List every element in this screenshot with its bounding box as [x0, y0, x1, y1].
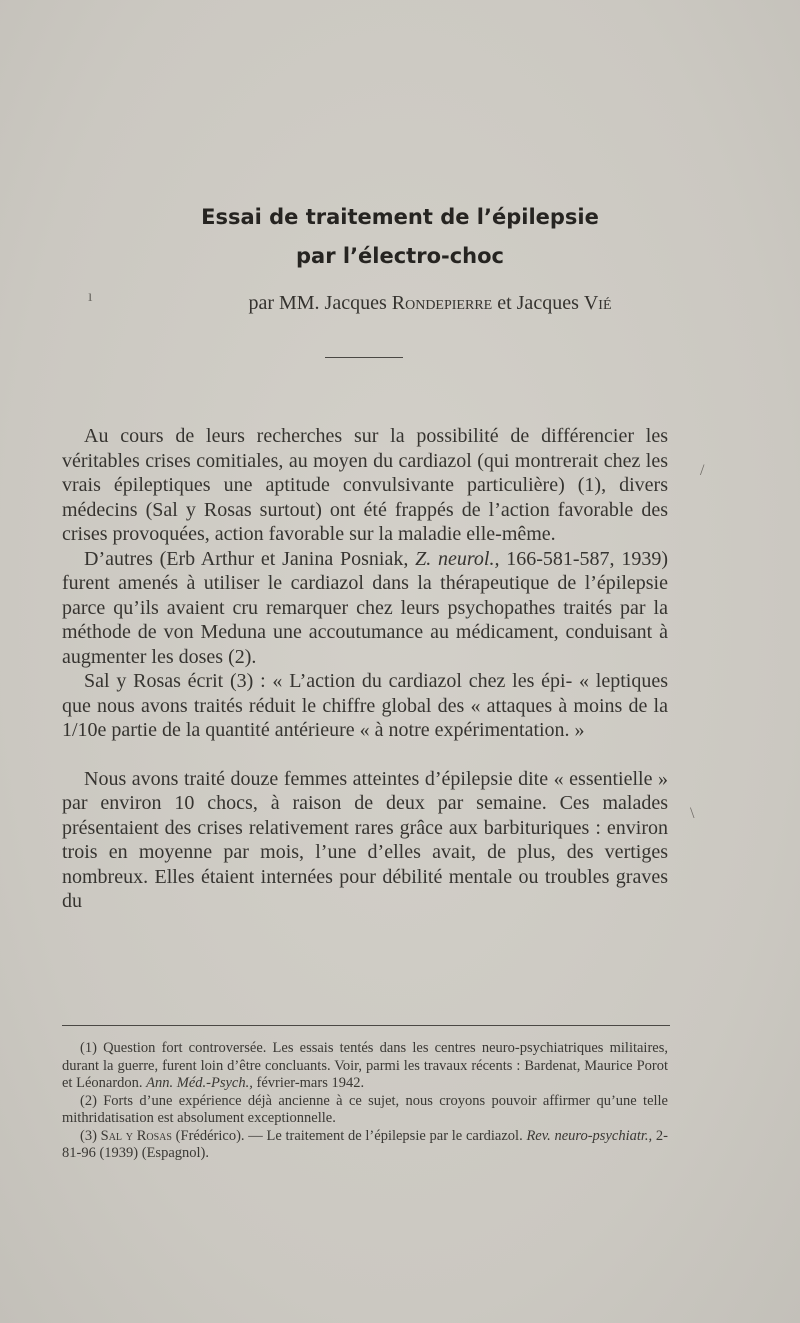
author-name-rondepierre: Rondepierre [391, 292, 493, 314]
footnote-1-text-b: février-mars 1942. [252, 1075, 365, 1091]
footnote-1-text-a: (1) Question fort controversée. Les essais tentés dans les centres neuro-psychiatriques militaires, durant la guerre, furent loin d’être concluants. Voir, parmi les travaux récents : Bardenat, Maurice Porot et Léonardon. [62, 1040, 668, 1091]
margin-mark: ı [88, 288, 93, 305]
author-line [60, 292, 800, 315]
footnote-2: (2) Forts d’une expérience déjà ancienne à ce sujet, nous croyons pouvoir affirmer qu’une telle mithridatisation est absolument exceptionnelle. [62, 1092, 668, 1126]
body-paragraph-4: Nous avons traité douze femmes atteintes d’épilepsie dite « essentielle » par environ 10 chocs, à raison de deux par semaine. Ces malades présentaient des crises relativement rares grâce aux barbituriques : environ trois en moyenne par mois, l’une d’elles avait, de plus, des vertiges nombreux. Elles étaient internées pour débilité mentale ou troubles graves du [62, 767, 668, 912]
author-conjunction: et Jacques [492, 292, 584, 314]
footnote-3-text-a: (Frédérico). — Le traitement de l’épilepsie par le cardiazol. [171, 1127, 527, 1144]
article-body [62, 424, 668, 914]
footnote-3-number: (3) [80, 1127, 101, 1144]
margin-mark: \ [690, 805, 695, 822]
margin-mark: / [700, 462, 705, 479]
author-name-vie: Vié [583, 292, 612, 314]
footnote-1 [62, 1040, 668, 1093]
footnote-3-journal: Rev. neuro-psychiatr., [526, 1127, 653, 1144]
journal-citation: Z. neurol., [415, 547, 500, 570]
footnotes [62, 1040, 668, 1163]
footnote-3-author: Sal y Rosas [100, 1127, 172, 1144]
body-paragraph-2 [62, 547, 668, 670]
footnote-separator-rule [62, 1025, 670, 1026]
author-prefix: par MM. Jacques [248, 292, 392, 314]
body-paragraph-3: Sal y Rosas écrit (3) : « L’action du cardiazol chez les épi- « leptiques que nous avons traités réduit le chiffre global des « attaques à moins de la 1/10e partie de la quantité antérieure « à notre expérimentation. » [62, 670, 668, 741]
article-title-line-2: par l’électro-choc [296, 244, 504, 268]
footnote-3-text-b: 2-81-96 (1939) (Espagnol). [62, 1127, 668, 1161]
body-paragraph-1: Au cours de leurs recherches sur la possibilité de différencier les véritables crises comitiales, au moyen du cardiazol (qui montrerait chez les vrais épileptiques une aptitude convulsivante particulière) (1), divers médecins (Sal y Rosas surtout) ont été frappés de l’action favorable des crises provoquées, action favorable sur la maladie elle-même. [62, 425, 668, 545]
footnote-1-journal: Ann. Méd.-Psych., [146, 1075, 253, 1091]
footnote-3 [62, 1128, 668, 1163]
paragraph-2-text-a: D’autres (Erb Arthur et Janina Posniak, [84, 547, 416, 570]
article-title-line-1: Essai de traitement de l’épilepsie [201, 205, 599, 229]
paragraph-2-text-b: 166-581-587, 1939) furent amenés à utiliser le cardiazol dans la thérapeutique de l’épilepsie parce qu’ils avaient cru remarquer chez leurs psychopathes traités par la méthode de von Meduna une accoutumance au médicament, conduisant à augmenter les doses (2). [62, 547, 668, 668]
title-separator-rule [325, 357, 403, 358]
